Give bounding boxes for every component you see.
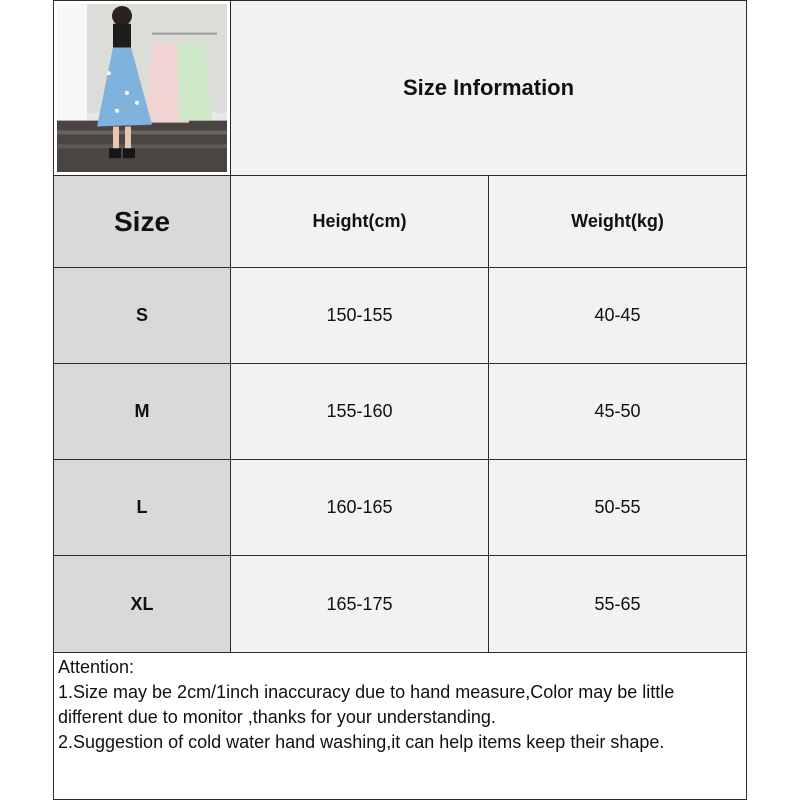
header-size-cell (53, 175, 231, 268)
weight-value: 50-55 (594, 497, 641, 517)
size-chart (53, 0, 747, 800)
header-height-cell (230, 175, 489, 268)
notes-line: 1.Size may be 2cm/1inch inaccuracy due to hand measure,Color may be little (58, 682, 675, 702)
height-cell-m (230, 363, 489, 460)
page-title: Size Information (402, 75, 575, 100)
weight-cell-xl (488, 555, 747, 653)
weight-value: 40-45 (594, 305, 641, 325)
size-cell-l (53, 459, 231, 556)
size-label: M (134, 401, 150, 421)
height-value: 155-160 (326, 401, 393, 421)
weight-value: 45-50 (594, 401, 641, 421)
notes-heading: Attention: (58, 657, 135, 677)
header-size: Size (113, 205, 171, 237)
weight-cell-l (488, 459, 747, 556)
height-cell-xl (230, 555, 489, 653)
height-cell-s (230, 267, 489, 364)
attention-notes (53, 652, 747, 800)
height-cell-l (230, 459, 489, 556)
size-label: L (136, 497, 148, 517)
header-height: Height(cm) (312, 211, 407, 231)
weight-value: 55-65 (594, 593, 641, 614)
height-value: 150-155 (326, 305, 393, 325)
product-photo-image (57, 4, 227, 172)
height-value: 160-165 (326, 497, 393, 517)
header-weight-cell (488, 175, 747, 268)
title-cell (230, 0, 747, 176)
notes-line: different due to monitor ,thanks for your understanding. (58, 707, 496, 727)
height-value: 165-175 (326, 593, 393, 614)
product-photo (53, 0, 231, 176)
size-cell-m (53, 363, 231, 460)
header-weight: Weight(kg) (571, 211, 664, 231)
size-cell-xl (53, 555, 231, 653)
notes-line: 2.Suggestion of cold water hand washing,it can help items keep their shape. (58, 732, 665, 752)
weight-cell-s (488, 267, 747, 364)
size-cell-s (53, 267, 231, 364)
size-label: XL (130, 593, 154, 614)
weight-cell-m (488, 363, 747, 460)
size-label: S (135, 305, 148, 325)
